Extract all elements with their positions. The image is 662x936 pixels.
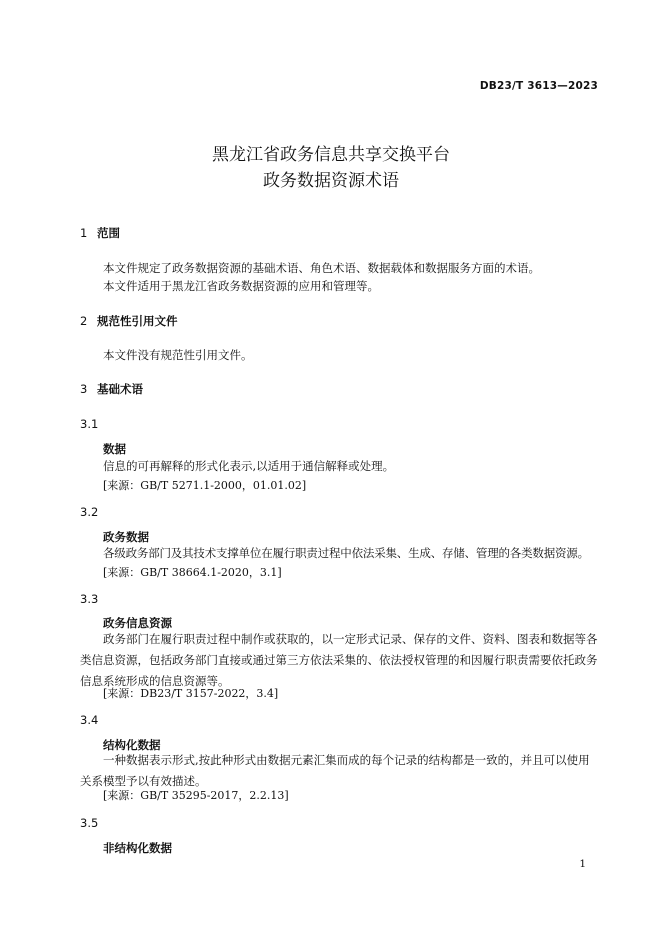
term-source: [来源：GB/T 35295-2017，2.2.13] <box>103 789 289 802</box>
clause-number: 3.1 <box>80 417 99 431</box>
document-number: DB23/T 3613—2023 <box>479 80 598 92</box>
clause-number: 3.3 <box>80 592 99 606</box>
clause-number: 3.5 <box>80 816 99 830</box>
section-heading-scope <box>80 224 120 242</box>
term-definition: 政务部门在履行职责过程中制作或获取的，以一定形式记录、保存的文件、资料、图表和数据等各类信息资源，包括政务部门直接或通过第三方依法采集的、依法授权管理的和因履行职责需要依托政务信息系统形成的信息资源等。 <box>80 632 598 688</box>
term-title: 结构化数据 <box>103 738 161 752</box>
term-source: [来源：DB23/T 3157-2022，3.4] <box>103 687 279 700</box>
section-number: 3 <box>80 382 88 396</box>
term-title: 政务数据 <box>103 530 149 544</box>
section-number: 1 <box>80 226 88 240</box>
section-title: 范围 <box>97 226 120 240</box>
section-title: 基础术语 <box>97 382 143 396</box>
scope-paragraph-1: 本文件规定了政务数据资源的基础术语、角色术语、数据载体和数据服务方面的术语。 <box>103 261 540 275</box>
clause-number: 3.4 <box>80 713 99 727</box>
term-definition: 一种数据表示形式,按此种形式由数据元素汇集而成的每个记录的结构都是一致的，并且可以使用关系模型予以有效描述。 <box>80 753 590 788</box>
document-title-line2: 政务数据资源术语 <box>263 171 399 191</box>
term-source: [来源：GB/T 38664.1-2020，3.1] <box>103 566 282 579</box>
document-title-line1: 黑龙江省政务信息共享交换平台 <box>212 145 450 165</box>
section-heading-basic-terms <box>80 380 143 398</box>
clause-number: 3.2 <box>80 505 99 519</box>
term-source: [来源：GB/T 5271.1-2000，01.01.02] <box>103 479 307 492</box>
section-number: 2 <box>80 314 88 328</box>
term-title: 非结构化数据 <box>103 841 172 855</box>
page-number: 1 <box>579 858 586 870</box>
scope-paragraph-2: 本文件适用于黑龙江省政务数据资源的应用和管理等。 <box>103 279 379 293</box>
normative-paragraph-1: 本文件没有规范性引用文件。 <box>103 348 253 362</box>
term-title: 政务信息资源 <box>103 616 172 630</box>
term-title: 数据 <box>103 442 126 456</box>
term-definition: 信息的可再解释的形式化表示,以适用于通信解释或处理。 <box>103 459 395 473</box>
section-heading-normative <box>80 312 178 330</box>
section-title: 规范性引用文件 <box>97 314 178 328</box>
term-definition: 各级政务部门及其技术支撑单位在履行职责过程中依法采集、生成、存储、管理的各类数据资源。 <box>103 546 589 560</box>
